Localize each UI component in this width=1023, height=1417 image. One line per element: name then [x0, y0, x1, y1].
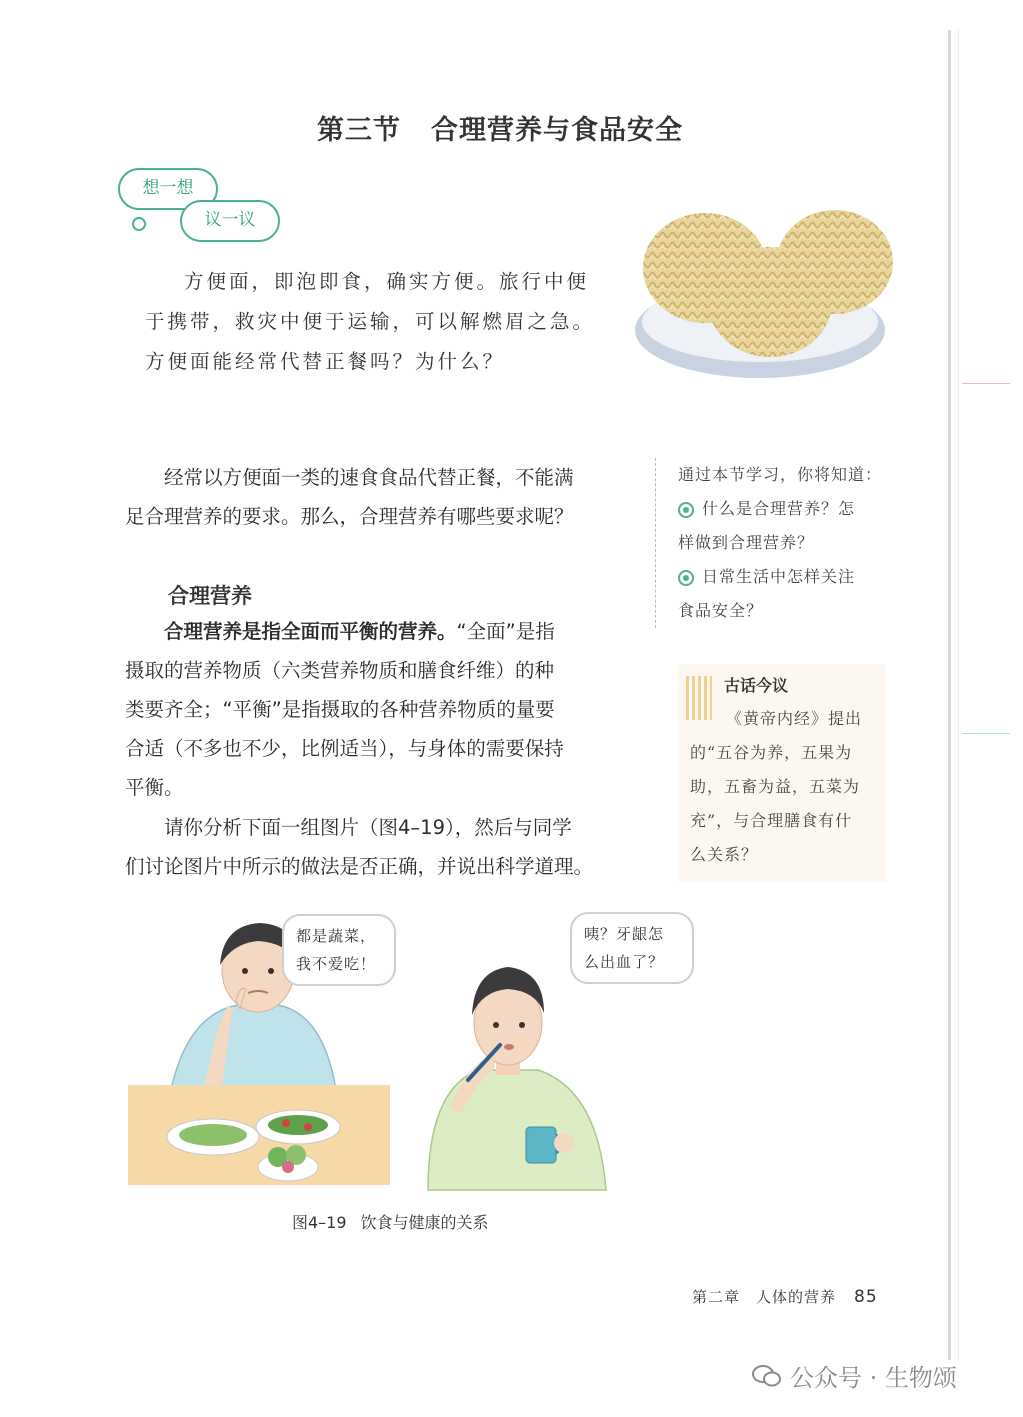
paragraph-discussion: [125, 808, 645, 886]
paragraph-definition: [125, 612, 645, 807]
discuss-label: 议一议: [204, 210, 256, 230]
intro-line: 于携带，救灾中便于运输，可以解燃眉之急。: [145, 310, 596, 333]
paragraph-line: 摄取的营养物质（六类营养物质和膳食纤维）的种: [125, 659, 555, 682]
speech-line: 么出血了？: [584, 953, 665, 971]
intro-question: [145, 262, 625, 382]
learning-objectives: [655, 458, 908, 628]
speech-line: 咦？牙龈怎: [584, 925, 665, 943]
page-edge-inner: [958, 30, 959, 1360]
objective-text: 日常生活中怎样关注: [702, 567, 856, 586]
section-title: [0, 108, 1000, 147]
paragraph-line: 们讨论图片中所示的做法是否正确，并说出科学道理。: [125, 855, 594, 878]
watermark: [752, 1358, 957, 1393]
edge-mark-pink: [962, 383, 1010, 384]
paragraph-line: 请你分析下面一组图片（图4–19），然后与同学: [164, 816, 572, 839]
paragraph-line: 合适（不多也不少，比例适当），与身体的需要保持: [125, 737, 564, 760]
paragraph-line: 足合理营养的要求。那么，合理营养有哪些要求呢？: [125, 505, 574, 528]
paragraph-line: 平衡。: [125, 776, 184, 799]
think-label: 想一想: [142, 178, 194, 198]
objectives-intro: 通过本节学习，你将知道：: [678, 465, 883, 484]
speech-bubble-right: [570, 912, 694, 984]
page-edge: [948, 30, 951, 1360]
target-icon: [678, 570, 694, 586]
speech-line: 我不爱吃！: [296, 955, 377, 973]
ancient-saying-title: 古话今议: [724, 676, 789, 695]
ancient-saying-text: [690, 702, 880, 872]
intro-line: 方便面能经常代替正餐吗？为什么？: [145, 350, 506, 373]
bleeding-gums-boy: [428, 967, 606, 1190]
paragraph-fast-food: [125, 458, 645, 536]
figure-caption: [292, 1210, 489, 1233]
cup: [526, 1127, 556, 1163]
paragraph-line: 类要齐全；“平衡”是指摄取的各种营养物质的量要: [125, 698, 555, 721]
thought-dot-icon: [132, 217, 146, 231]
ancient-line: 么关系？: [690, 845, 759, 864]
speech-bubble-left: [282, 914, 396, 986]
figure-title: 饮食与健康的关系: [360, 1213, 489, 1232]
ancient-line: 《黄帝内经》提出: [726, 709, 863, 728]
section-name: 合理营养与食品安全: [431, 115, 683, 146]
page-number: 85: [854, 1287, 878, 1307]
edge-mark-blue: [962, 733, 1010, 734]
speech-line: 都是蔬菜，: [296, 927, 377, 945]
discuss-cloud: [180, 200, 280, 242]
target-icon: [678, 502, 694, 518]
figure-number: 图4–19: [292, 1213, 347, 1232]
section-number: 第三节: [317, 115, 401, 146]
page-footer: [692, 1286, 878, 1307]
watermark-text: 公众号 · 生物颂: [790, 1364, 957, 1392]
wechat-icon: [752, 1363, 782, 1389]
objective-text: 样做到合理营养？: [678, 533, 815, 552]
paragraph-line: 经常以方便面一类的速食食品代替正餐，不能满: [164, 466, 574, 489]
chapter-label: 第二章 人体的营养: [692, 1288, 837, 1306]
ancient-line: 充”，与合理膳食有什: [690, 811, 853, 830]
definition-bold: 合理营养是指全面而平衡的营养。: [164, 620, 457, 643]
objective-text: 什么是合理营养？怎: [702, 499, 856, 518]
paragraph-line: “全面”是指: [456, 620, 555, 643]
noodle-cake: [708, 247, 832, 357]
intro-line: 方便面，即泡即食，确实方便。旅行中便: [184, 270, 590, 293]
objective-text: 食品安全？: [678, 601, 764, 620]
ancient-line: 助，五畜为益，五菜为: [690, 777, 861, 796]
subsection-heading: 合理营养: [168, 584, 252, 608]
ancient-line: 的“五谷为养，五果为: [690, 743, 853, 762]
instant-noodles-image: [630, 190, 910, 390]
